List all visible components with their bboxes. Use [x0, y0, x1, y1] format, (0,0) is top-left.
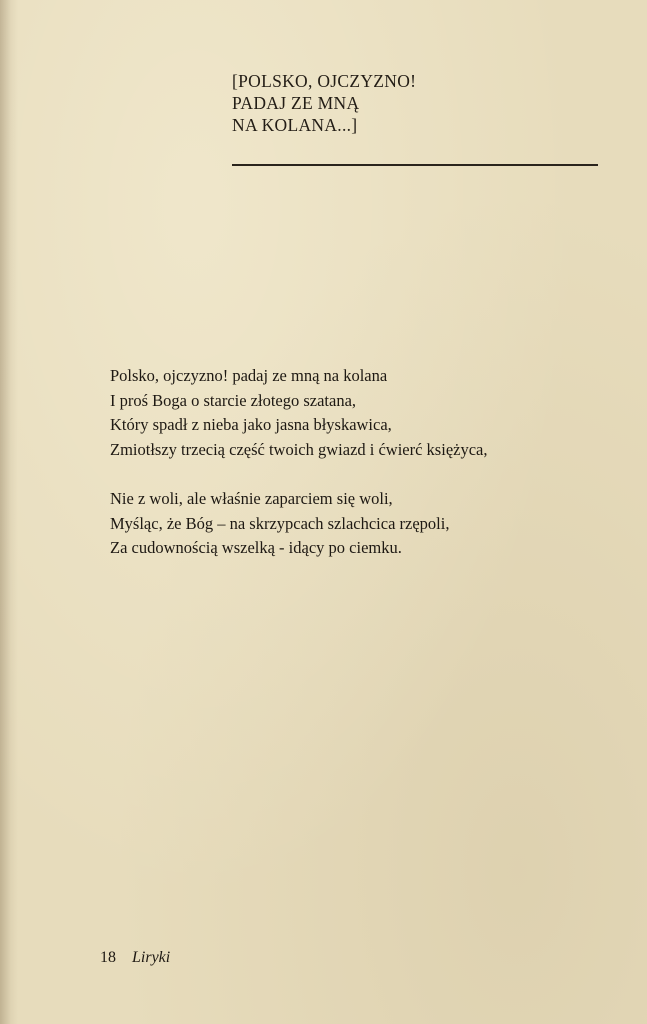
page-edge-shadow: [0, 0, 18, 1024]
verse-line: Polsko, ojczyzno! padaj ze mną na kolana: [110, 366, 388, 385]
stanza: [110, 487, 610, 561]
running-title: Liryki: [132, 949, 171, 966]
title-divider: [232, 164, 598, 166]
verse-line: Który spadł z nieba jako jasna błyskawica,: [110, 415, 392, 434]
verse-line: I proś Boga o starcie złotego szatana,: [110, 390, 357, 410]
verse-line: Nie z woli, ale właśnie zaparciem się woli,: [110, 489, 393, 508]
page-number: 18: [100, 949, 116, 966]
verse-line: Za cudownością wszelką - idący po ciemku.: [110, 538, 402, 557]
stanza: [110, 364, 610, 462]
verse-line: Zmiotłszy trzecią część twoich gwiazd i ćwierć księżyca,: [110, 439, 488, 459]
title-line: [POLSKO, OJCZYZNO!: [232, 71, 417, 91]
poem-body: [110, 364, 610, 586]
poem-title: [232, 70, 532, 136]
page-footer: [100, 948, 170, 968]
verse-line: Myśląc, że Bóg – na skrzypcach szlachcica rzępoli,: [110, 513, 450, 533]
title-line: NA KOLANA...]: [232, 115, 358, 135]
title-line: PADAJ ZE MNĄ: [232, 93, 360, 113]
